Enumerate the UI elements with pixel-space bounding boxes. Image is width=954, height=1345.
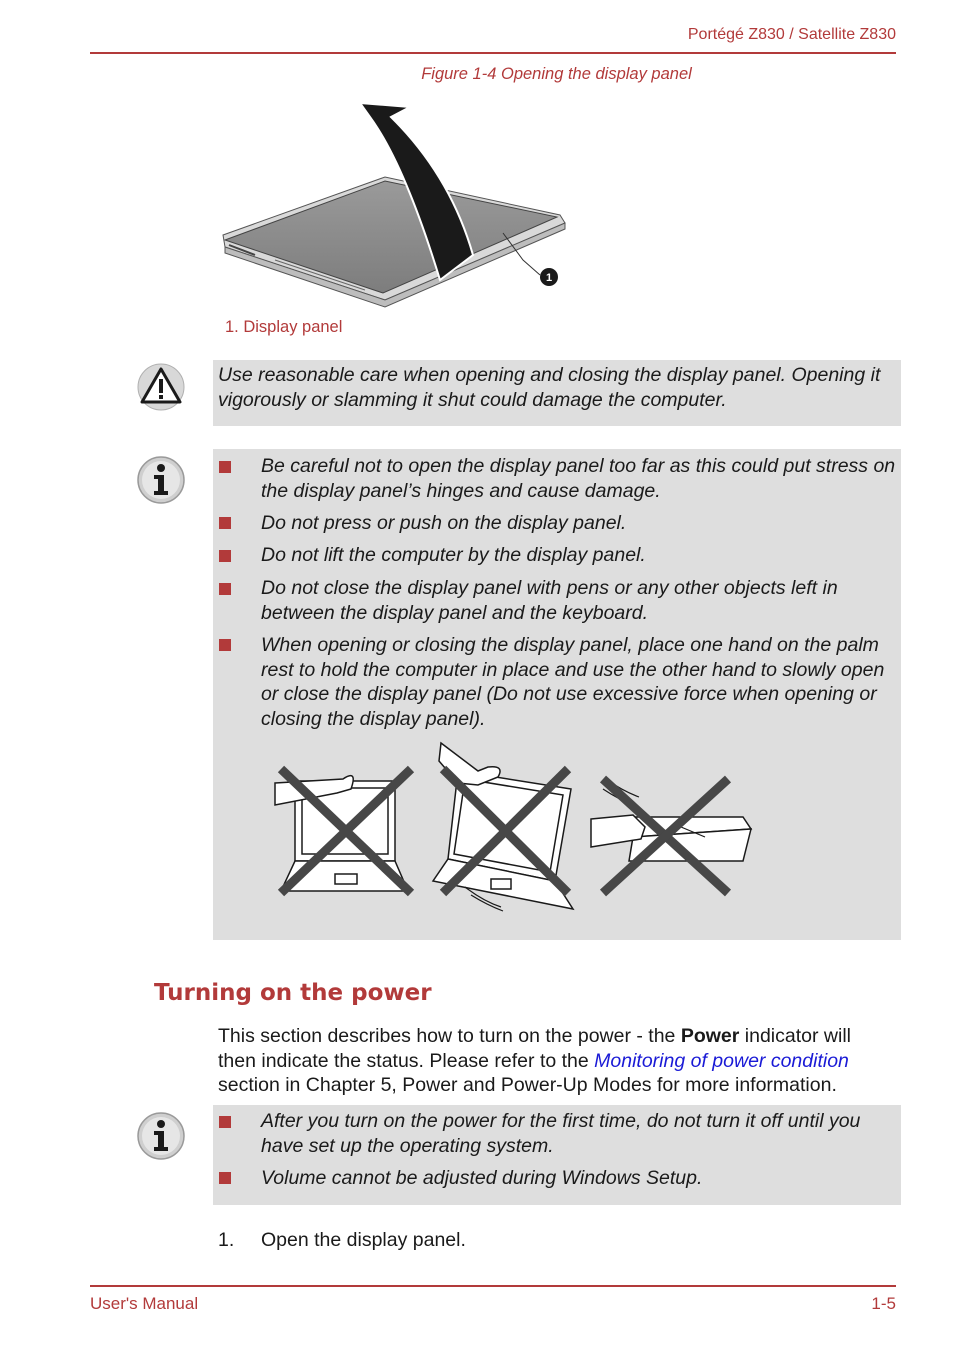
bullet-marker [219,1172,231,1184]
info-icon [136,455,186,505]
bullet-marker [219,550,231,562]
page-number: 1-5 [871,1294,896,1313]
info-note-display-panel [213,449,901,940]
warning-triangle-icon [136,362,186,412]
incorrect-handling-illustration [273,741,753,916]
warning-text: Use reasonable care when opening and closing the display panel. Opening it vigorously or slamming it shut could damage the computer. [218,364,881,411]
footer-left: User's Manual [90,1294,199,1313]
section-heading: Turning on the power [154,980,432,1006]
bullet-marker [219,461,231,473]
list-item: After you turn on the power for the first time, do not turn it off until you have set up the operating system. [261,1110,861,1157]
callout-label: 1. Display panel [225,318,343,336]
laptop-opening-illustration [215,95,575,310]
list-item: Do not press or push on the display panel. [261,512,627,534]
info-note-power [213,1105,901,1205]
list-item: Be careful not to open the display panel too far as this could put stress on the display panel’s hinges and cause damage. [261,455,896,502]
bullet-marker [219,583,231,595]
bullet-marker [219,1116,231,1128]
info-icon [136,1111,186,1161]
list-item: Do not lift the computer by the display panel. [261,544,646,566]
bullet-marker [219,639,231,651]
warning-note [213,360,901,426]
figure-caption: Figure 1-4 Opening the display panel [421,65,692,83]
list-item: When opening or closing the display panel, place one hand on the palm rest to hold the computer in place and use the other hand to slowly open or close the display panel (Do not use excessive force when opening or closing the display panel). [261,634,885,730]
step-number: 1. [218,1229,235,1251]
header-rule [90,52,896,54]
section-paragraph: This section describes how to turn on the power - the Power indicator will then indicate the status. Please refer to the Monitoring of power condition section in Chapter 5, Power and Power-Up Modes for more information. [218,1025,851,1096]
bullet-marker [219,517,231,529]
monitoring-power-link[interactable]: Monitoring of power condition [594,1049,849,1072]
list-item: Volume cannot be adjusted during Windows Setup. [261,1167,703,1189]
callout-number: 1 [545,272,553,284]
power-term: Power [680,1025,740,1047]
step-text: Open the display panel. [261,1229,466,1251]
footer-rule [90,1285,896,1287]
running-header: Portégé Z830 / Satellite Z830 [687,26,896,43]
list-item: Do not close the display panel with pens or any other objects left in between the display panel and the keyboard. [261,577,838,624]
